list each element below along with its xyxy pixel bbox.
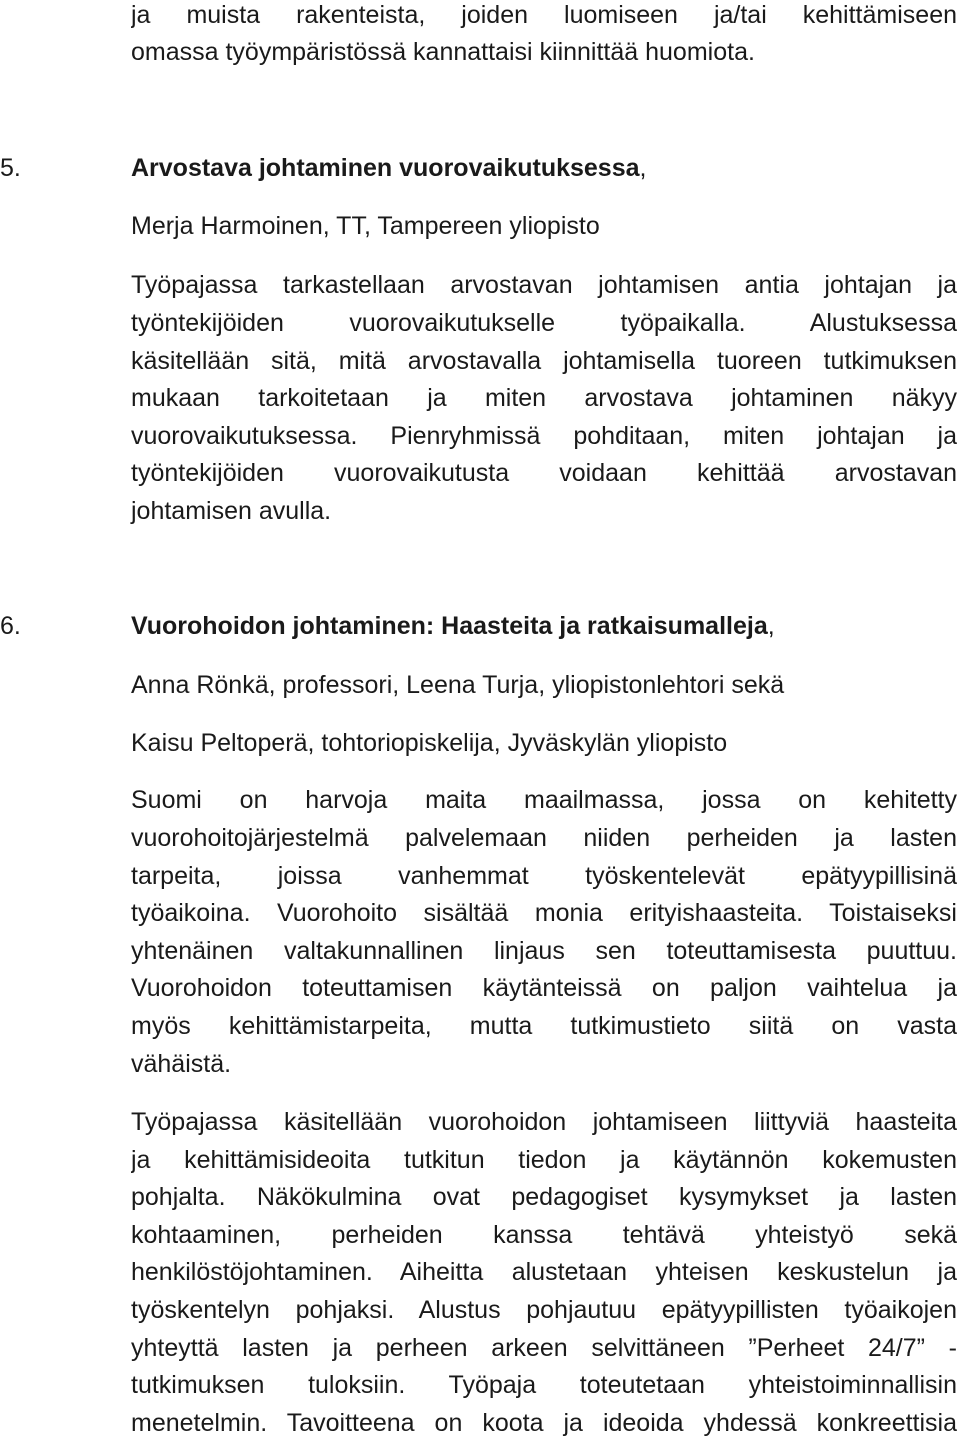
section-6-para2-line: henkilöstöjohtaminen. Aiheitta alustetaan yhteisen keskustelun ja bbox=[131, 1258, 957, 1286]
section-5-para-line: vuorovaikutuksessa. Pienryhmissä pohditaan, miten johtajan ja bbox=[131, 422, 957, 450]
section-6-title-comma: , bbox=[767, 612, 775, 640]
section-6-para1-line: työaikoina. Vuorohoito sisältää monia erityishaasteita. Toistaiseksi bbox=[131, 899, 957, 927]
section-6-para1-line: vuorohoitojärjestelmä palvelemaan niiden perheiden ja lasten bbox=[131, 824, 957, 852]
section-5-heading bbox=[131, 153, 957, 183]
section-5-para-line: työntekijöiden vuorovaikutukselle työpaikalla. Alustuksessa bbox=[131, 309, 957, 337]
section-6-author-2: Kaisu Peltoperä, tohtoriopiskelija, Jyväskylän yliopisto bbox=[131, 729, 728, 757]
section-6-para2-line: työskentelyn pohjaksi. Alustus pohjautuu epätyypillisten työaikojen bbox=[131, 1296, 957, 1324]
intro-line-1: ja muista rakenteista, joiden luomiseen ja/tai kehittämiseen bbox=[131, 1, 957, 29]
section-6-para1-line: yhtenäinen valtakunnallinen linjaus sen toteuttamisesta puuttuu. bbox=[131, 937, 957, 965]
section-5-title-comma: , bbox=[639, 154, 647, 182]
section-6-number: 6. bbox=[0, 612, 21, 640]
section-6-para1-line: myös kehittämistarpeita, mutta tutkimustieto siitä on vasta bbox=[131, 1012, 957, 1040]
section-5-para-line: käsitellään sitä, mitä arvostavalla johtamisella tuoreen tutkimuksen bbox=[131, 347, 957, 375]
section-5-para-line: mukaan tarkoitetaan ja miten arvostava johtaminen näkyy bbox=[131, 384, 957, 412]
section-5-title: Arvostava johtaminen vuorovaikutuksessa bbox=[131, 154, 640, 182]
section-6-heading bbox=[131, 611, 957, 641]
section-6-para2-line: yhteyttä lasten ja perheen arkeen selvittäneen ”Perheet 24/7” - bbox=[131, 1334, 957, 1362]
section-6-para2-line: ja kehittämisideoita tutkitun tiedon ja käytännön kokemusten bbox=[131, 1146, 957, 1174]
section-5-para-line: johtamisen avulla. bbox=[131, 497, 332, 525]
section-6-para1-line: tarpeita, joissa vanhemmat työskentelevät epätyypillisinä bbox=[131, 862, 957, 890]
intro-line-2: omassa työympäristössä kannattaisi kiinnittää huomiota. bbox=[131, 38, 755, 66]
section-5-author: Merja Harmoinen, TT, Tampereen yliopisto bbox=[131, 212, 600, 240]
section-6-para2-line: Työpajassa käsitellään vuorohoidon johtamiseen liittyviä haasteita bbox=[131, 1108, 957, 1136]
section-6-title: Vuorohoidon johtaminen: Haasteita ja ratkaisumalleja bbox=[131, 612, 768, 640]
section-6-para1-line: vähäistä. bbox=[131, 1050, 232, 1078]
section-6-author-1: Anna Rönkä, professori, Leena Turja, yliopistonlehtori sekä bbox=[131, 671, 785, 699]
section-6-para2-line: menetelmin. Tavoitteena on koota ja ideoida yhdessä konkreettisia bbox=[131, 1409, 957, 1437]
section-5-para-line: työntekijöiden vuorovaikutusta voidaan kehittää arvostavan bbox=[131, 459, 957, 487]
section-5-para-line: Työpajassa tarkastellaan arvostavan johtamisen antia johtajan ja bbox=[131, 271, 957, 299]
section-6-para1-line: Suomi on harvoja maita maailmassa, jossa on kehitetty bbox=[131, 786, 957, 814]
section-6-para2-line: kohtaaminen, perheiden kanssa tehtävä yhteistyö sekä bbox=[131, 1221, 957, 1249]
section-5-number: 5. bbox=[0, 154, 21, 182]
section-6-para2-line: tutkimuksen tuloksiin. Työpaja toteutetaan yhteistoiminnallisin bbox=[131, 1371, 957, 1399]
section-6-para2-line: pohjalta. Näkökulmina ovat pedagogiset kysymykset ja lasten bbox=[131, 1183, 957, 1211]
section-6-para1-line: Vuorohoidon toteuttamisen käytänteissä on paljon vaihtelua ja bbox=[131, 974, 957, 1002]
